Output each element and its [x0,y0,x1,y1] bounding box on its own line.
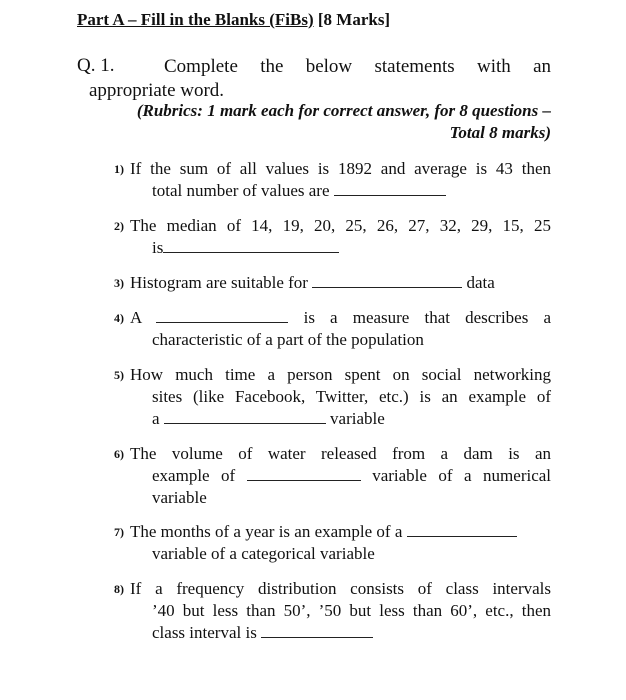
blank-item-5 [114,364,551,430]
rubric [89,100,551,144]
part-marks: [8 Marks] [313,10,391,29]
part-title-text: Part A – Fill in the Blanks (FiBs) [77,10,314,29]
blank-item-2 [114,215,551,259]
item-text: If a frequency distribution consists of class intervals [130,579,551,598]
item-text: How much time a person spent on social networking [130,365,551,384]
item-text-continued: sites (like Facebook, Twitter, etc.) is an example of [152,387,551,406]
item-text: The volume of water released from a dam is an [130,444,551,463]
answer-blank[interactable] [407,521,517,537]
item-text: Histogram are suitable for data [130,273,495,292]
blank-item-7 [114,521,551,565]
item-number: 6) [114,447,124,461]
item-number: 1) [114,162,124,176]
item-number: 3) [114,276,124,290]
item-number: 5) [114,368,124,382]
item-text-continued: is [114,237,551,259]
item-text-continued: variable of a categorical variable [152,544,375,563]
part-title [77,10,390,30]
blank-item-3 [114,272,551,294]
answer-blank[interactable] [164,408,326,424]
item-number: 8) [114,582,124,596]
item-text-continued: class interval is [114,622,551,644]
item-text: If the sum of all values is 1892 and average is 43 then [130,159,551,178]
answer-blank[interactable] [261,622,373,638]
answer-blank[interactable] [312,272,462,288]
item-text-continued: variable [152,488,207,507]
item-text-continued: ’40 but less than 50’, ’50 but less than 60’, etc., then [152,601,551,620]
item-text-continued: characteristic of a part of the population [152,330,424,349]
item-text: The months of a year is an example of a [114,521,551,543]
answer-blank[interactable] [334,180,446,196]
question-instruction [89,55,551,103]
item-text-continued: total number of values are [114,180,551,202]
item-text-continued: example of variable of a numerical [152,466,552,485]
question-instruction-text: Complete the below statements with an appropriate word. [89,56,551,101]
item-text-continued: a variable [152,409,385,428]
blank-item-6 [114,443,551,509]
question-number: Q. 1. [77,55,115,76]
item-number: 4) [114,311,124,325]
rubric-line-2: Total 8 marks) [449,123,551,142]
item-number: 2) [114,219,124,233]
rubric-line-1: (Rubrics: 1 mark each for correct answer, for 8 questions – [136,101,551,120]
blank-item-1 [114,158,551,202]
item-number: 7) [114,525,124,539]
item-text: The median of 14, 19, 20, 25, 26, 27, 32, 29, 15, 25 [130,216,551,235]
item-text: A is a measure that describes a [130,308,552,327]
answer-blank[interactable] [163,237,339,253]
answer-blank[interactable] [156,307,288,323]
answer-blank[interactable] [247,465,361,481]
blank-item-4 [114,307,551,351]
blank-item-8 [114,578,551,644]
